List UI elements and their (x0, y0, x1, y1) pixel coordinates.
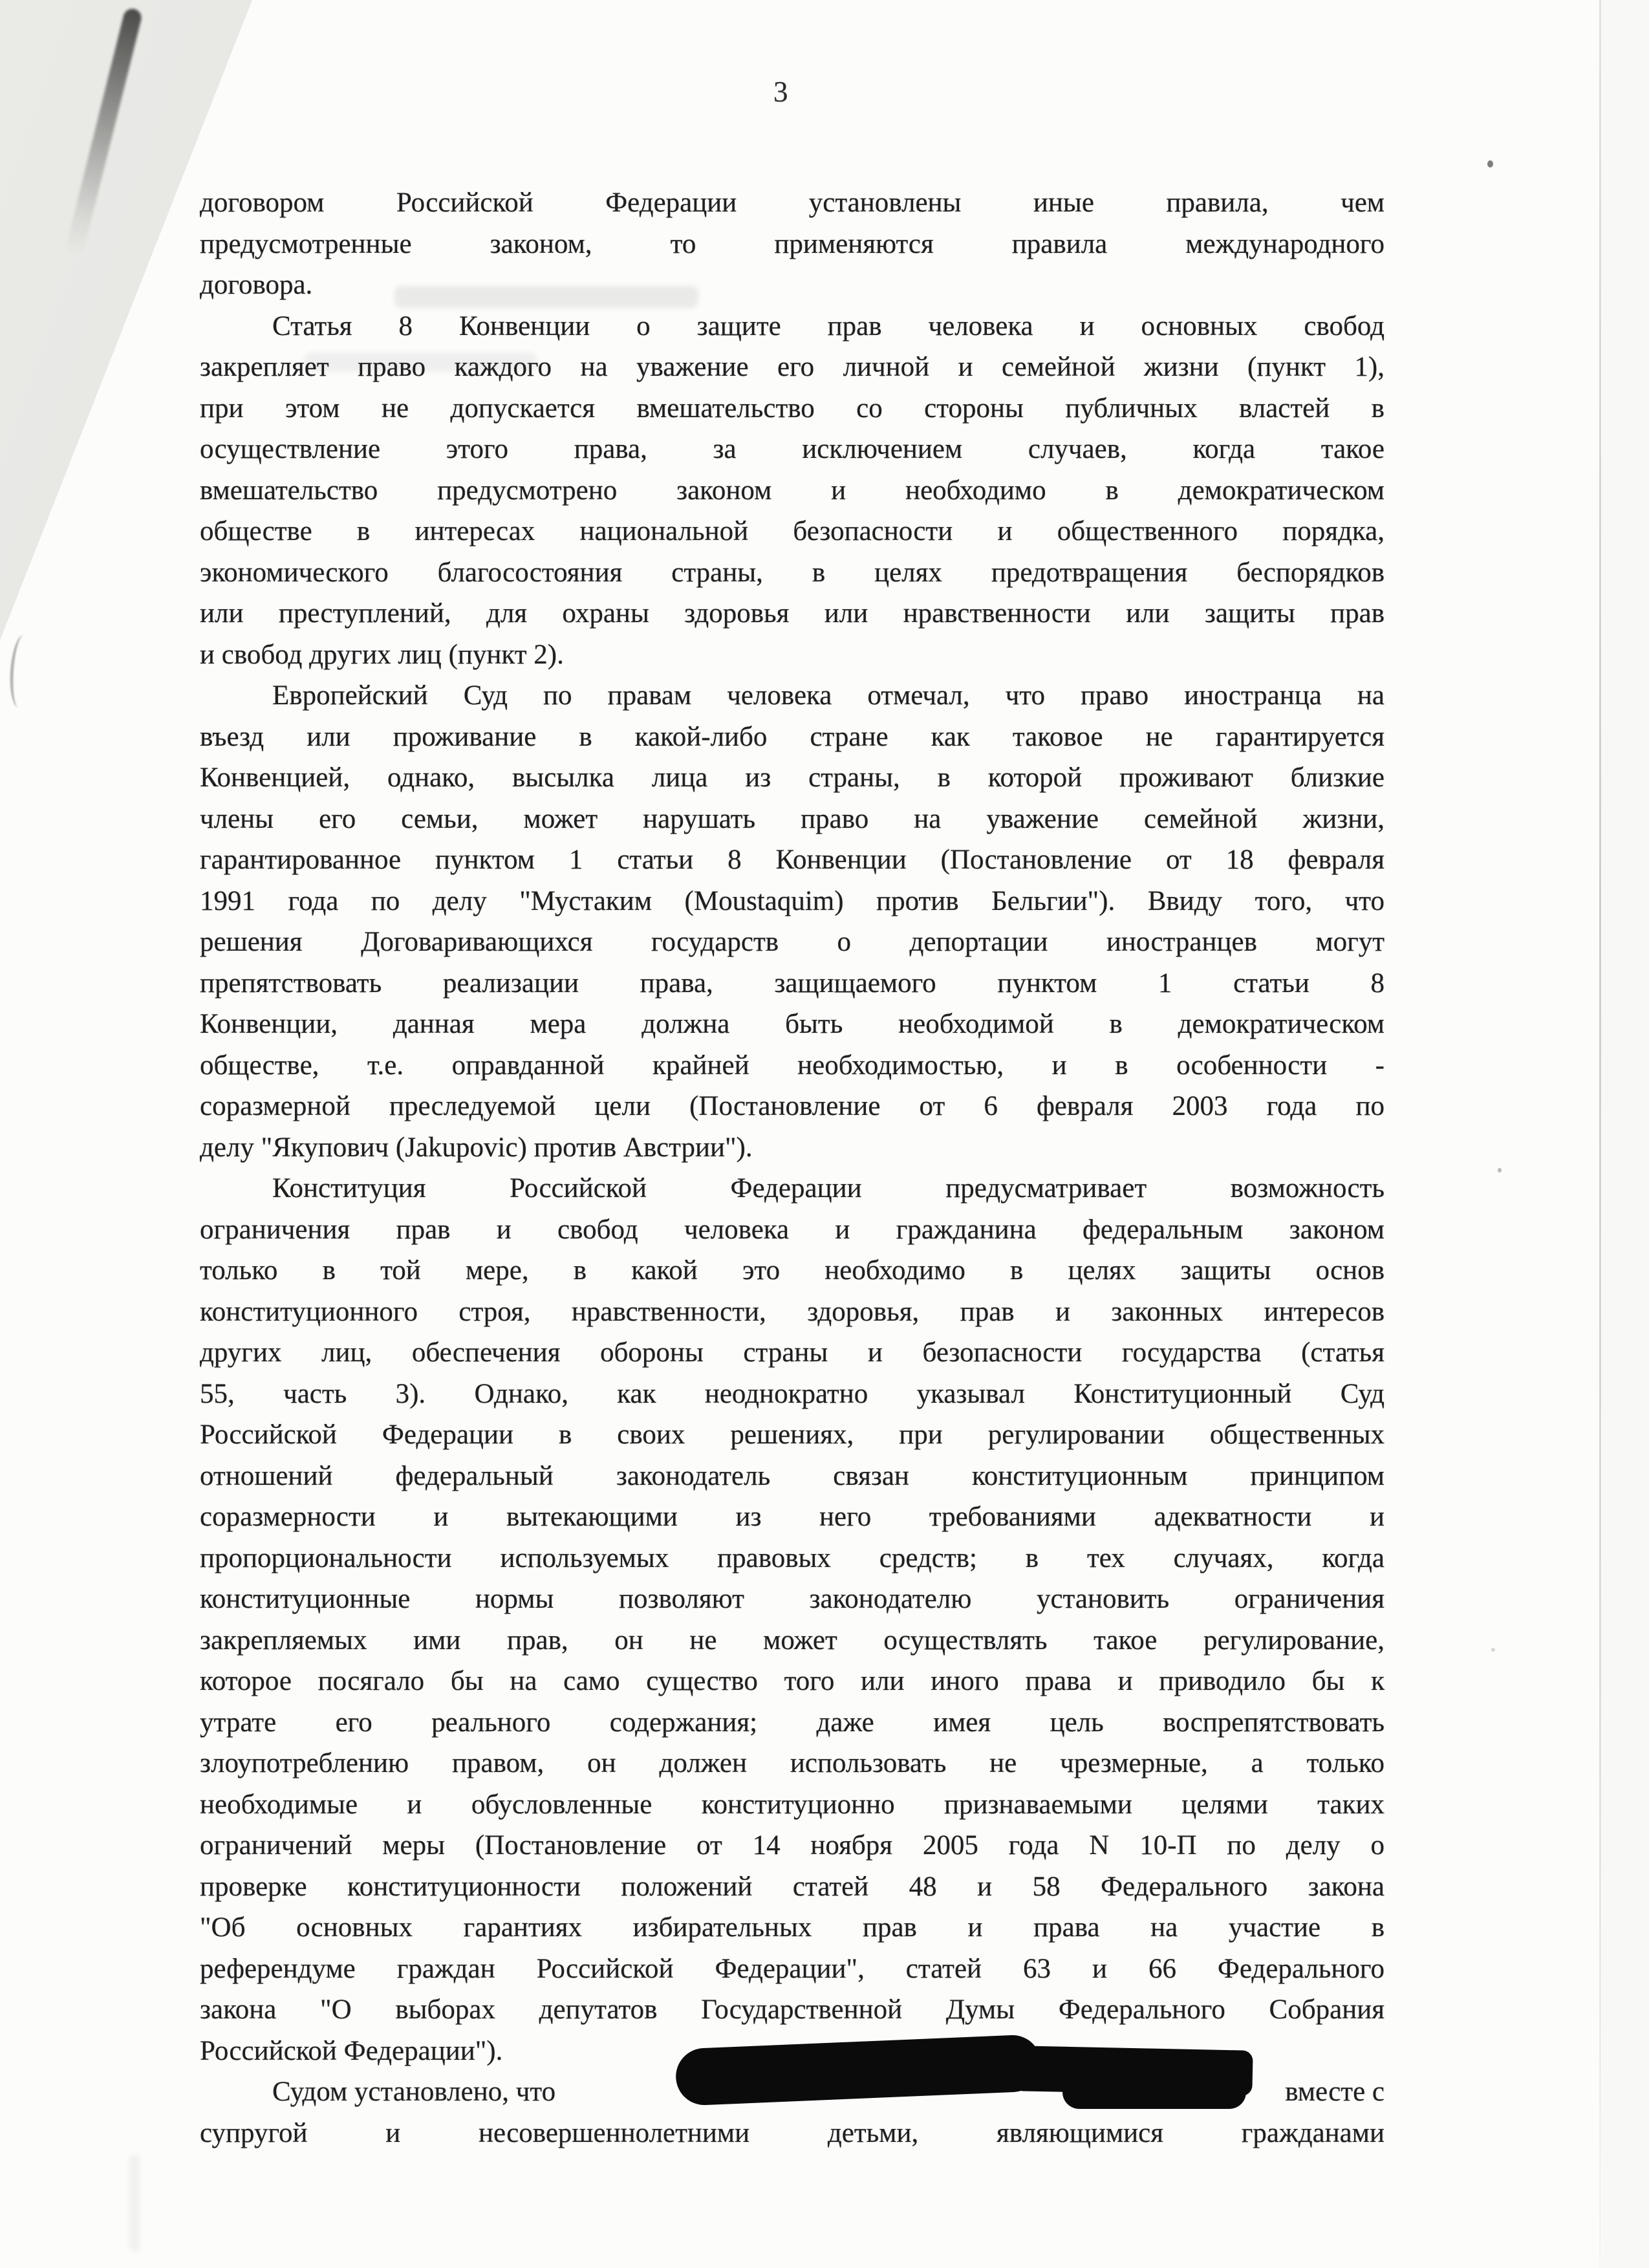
text-line: Конвенцией, однако, высылка лица из страны, в которой проживают близкие (200, 762, 1385, 793)
text-line: гарантированное пунктом 1 статьи 8 Конвенции (Постановление от 18 февраля (200, 845, 1385, 875)
text-line: вмешательство предусмотрено законом и необходимо в демократическом (200, 475, 1385, 506)
text-line: референдуме граждан Российской Федерации", статей 63 и 66 Федерального (200, 1953, 1385, 1984)
text-line: предусмотренные законом, то применяются правила международного (200, 228, 1385, 259)
text-line: необходимые и обусловленные конституционно признаваемыми целями таких (200, 1789, 1385, 1820)
text-line: соразмерности и вытекающими из него требованиями адекватности и (200, 1502, 1385, 1532)
text-line: 1991 года по делу "Мустаким (Moustaquim) против Бельгии"). Ввиду того, что (200, 885, 1385, 916)
text-line: только в той мере, в какой это необходимо в целях защиты основ (200, 1255, 1385, 1286)
text-line: ограничений меры (Постановление от 14 ноября 2005 года N 10-П по делу о (200, 1830, 1385, 1861)
text-line: договором Российской Федерации установлены иные правила, чем (200, 188, 1385, 218)
text-block (200, 182, 1385, 2154)
redaction-mark (676, 2036, 1253, 2110)
text-line: которое посягало бы на само существо того или иного права и приводило бы к (200, 1666, 1385, 1696)
text-line: супругой и несовершеннолетними детьми, являющимися гражданами (200, 2117, 1385, 2148)
text-line: отношений федеральный законодатель связан конституционным принципом (200, 1460, 1385, 1491)
text-line: пропорциональности используемых правовых средств; в тех случаях, когда (200, 1542, 1385, 1573)
text-line: проверке конституционности положений статей 48 и 58 Федерального закона (200, 1871, 1385, 1902)
text-line: утрате его реального содержания; даже имея цель воспрепятствовать (200, 1707, 1385, 1738)
text-line: экономического благосостояния страны, в целях предотвращения беспорядков (200, 557, 1385, 588)
page-number: 3 (773, 76, 788, 108)
scan-speck (1498, 1168, 1502, 1172)
text-line: обществе, т.е. оправданной крайней необходимостью, и в особенности - (200, 1050, 1385, 1081)
text-line: закрепляет право каждого на уважение его личной и семейной жизни (пункт 1), (200, 352, 1385, 382)
text-line: обществе в интересах национальной безопасности и общественного порядка, (200, 516, 1385, 546)
right-page-edge-line (1599, 0, 1601, 2268)
redacted-line-prefix: Судом установлено, что (272, 2077, 556, 2107)
text-line: закона "О выборах депутатов Государственной Думы Федерального Собрания (200, 1994, 1385, 2025)
text-line: ограничения прав и свобод человека и гражданина федеральным законом (200, 1214, 1385, 1245)
text-line: и свобод других лиц (пункт 2). (200, 639, 564, 670)
text-line: Конституция Российской Федерации предусматривает возможность (272, 1173, 1385, 1204)
text-line: договора. (200, 270, 313, 300)
right-edge-band-artifact (1602, 0, 1649, 2268)
text-line: делу "Якупович (Jakupovic) против Австрии"). (200, 1132, 753, 1163)
text-line: конституционного строя, нравственности, здоровья, прав и законных интересов (200, 1296, 1385, 1327)
text-line: осуществление этого права, за исключением случаев, когда такое (200, 434, 1385, 464)
text-line: Европейский Суд по правам человека отмечал, что право иностранца на (272, 680, 1385, 711)
text-line: 55, часть 3). Однако, как неоднократно указывал Конституционный Суд (200, 1378, 1385, 1409)
text-line: "Об основных гарантиях избирательных прав и права на участие в (200, 1912, 1385, 1943)
scan-speck (1491, 1648, 1495, 1652)
text-line: Российской Федерации в своих решениях, при регулировании общественных (200, 1420, 1385, 1450)
text-line: других лиц, обеспечения обороны страны и безопасности государства (статья (200, 1337, 1385, 1368)
text-line: или преступлений, для охраны здоровья или нравственности или защиты прав (200, 598, 1385, 629)
text-line: въезд или проживание в какой-либо стране как таковое не гарантируется (200, 721, 1385, 752)
text-line (200, 2071, 1385, 2113)
text-line: злоупотреблению правом, он должен использовать не чрезмерные, а только (200, 1748, 1385, 1778)
text-line: препятствовать реализации права, защищаемого пунктом 1 статьи 8 (200, 967, 1385, 999)
text-line: решения Договаривающихся государств о депортации иностранцев могут (200, 927, 1385, 957)
text-line: Российской Федерации"). (200, 2035, 503, 2066)
text-line: члены его семьи, может нарушать право на уважение семейной жизни, (200, 803, 1385, 834)
text-line: соразмерной преследуемой цели (Постановление от 6 февраля 2003 года по (200, 1091, 1385, 1121)
text-line: при этом не допускается вмешательство со стороны публичных властей в (200, 393, 1385, 424)
scan-smudge (129, 2155, 140, 2252)
text-line: закрепляемых ими прав, он не может осуществлять такое регулирование, (200, 1625, 1385, 1656)
text-line: Статья 8 Конвенции о защите прав человека и основных свобод (272, 310, 1385, 341)
redaction-mark-part (674, 2034, 1042, 2106)
redacted-line-suffix: вместе с (1285, 2077, 1385, 2107)
scan-speck (1487, 160, 1493, 167)
text-line: конституционные нормы позволяют законодателю установить ограничения (200, 1584, 1385, 1614)
text-line: Конвенции, данная мера должна быть необходимой в демократическом (200, 1009, 1385, 1039)
